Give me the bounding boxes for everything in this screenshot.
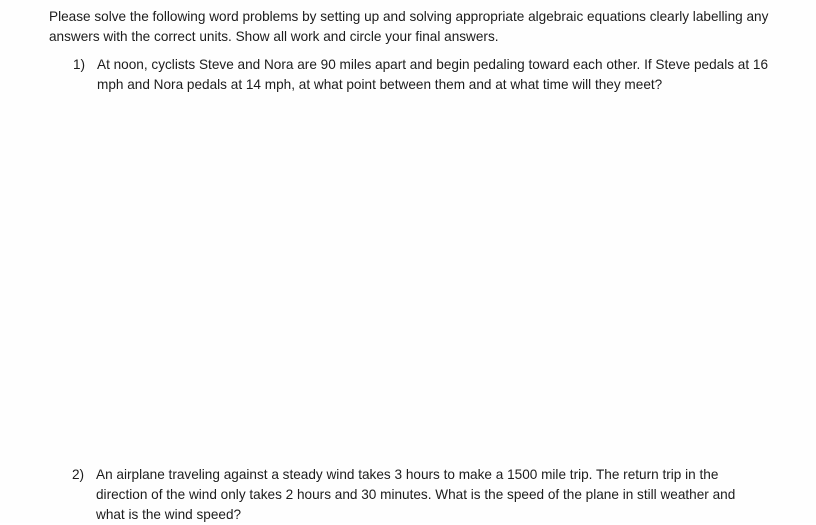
problem-2-text: An airplane traveling against a steady wind takes 3 hours to make a 1500 mile trip. The return trip in the direction of the wind only takes 2 hours and 30 minutes. What is the speed of the plane in still weather and what is the wind speed?: [96, 467, 736, 522]
problem-2: [72, 465, 752, 525]
problem-1-number: 1): [73, 57, 86, 72]
problem-1-text: At noon, cyclists Steve and Nora are 90 miles apart and begin pedaling toward each other. If Steve pedals at 16 mph and Nora pedals at 14 mph, at what point between them and at what time will they meet?: [97, 57, 769, 92]
problem-1: [73, 55, 773, 95]
problem-2-number: 2): [72, 467, 85, 482]
instructions-text: Please solve the following word problems by setting up and solving appropriate algebraic equations clearly labelling any answers with the correct units. Show all work and circle your final answers.: [49, 9, 769, 44]
problem-1-work-area: [96, 100, 776, 450]
